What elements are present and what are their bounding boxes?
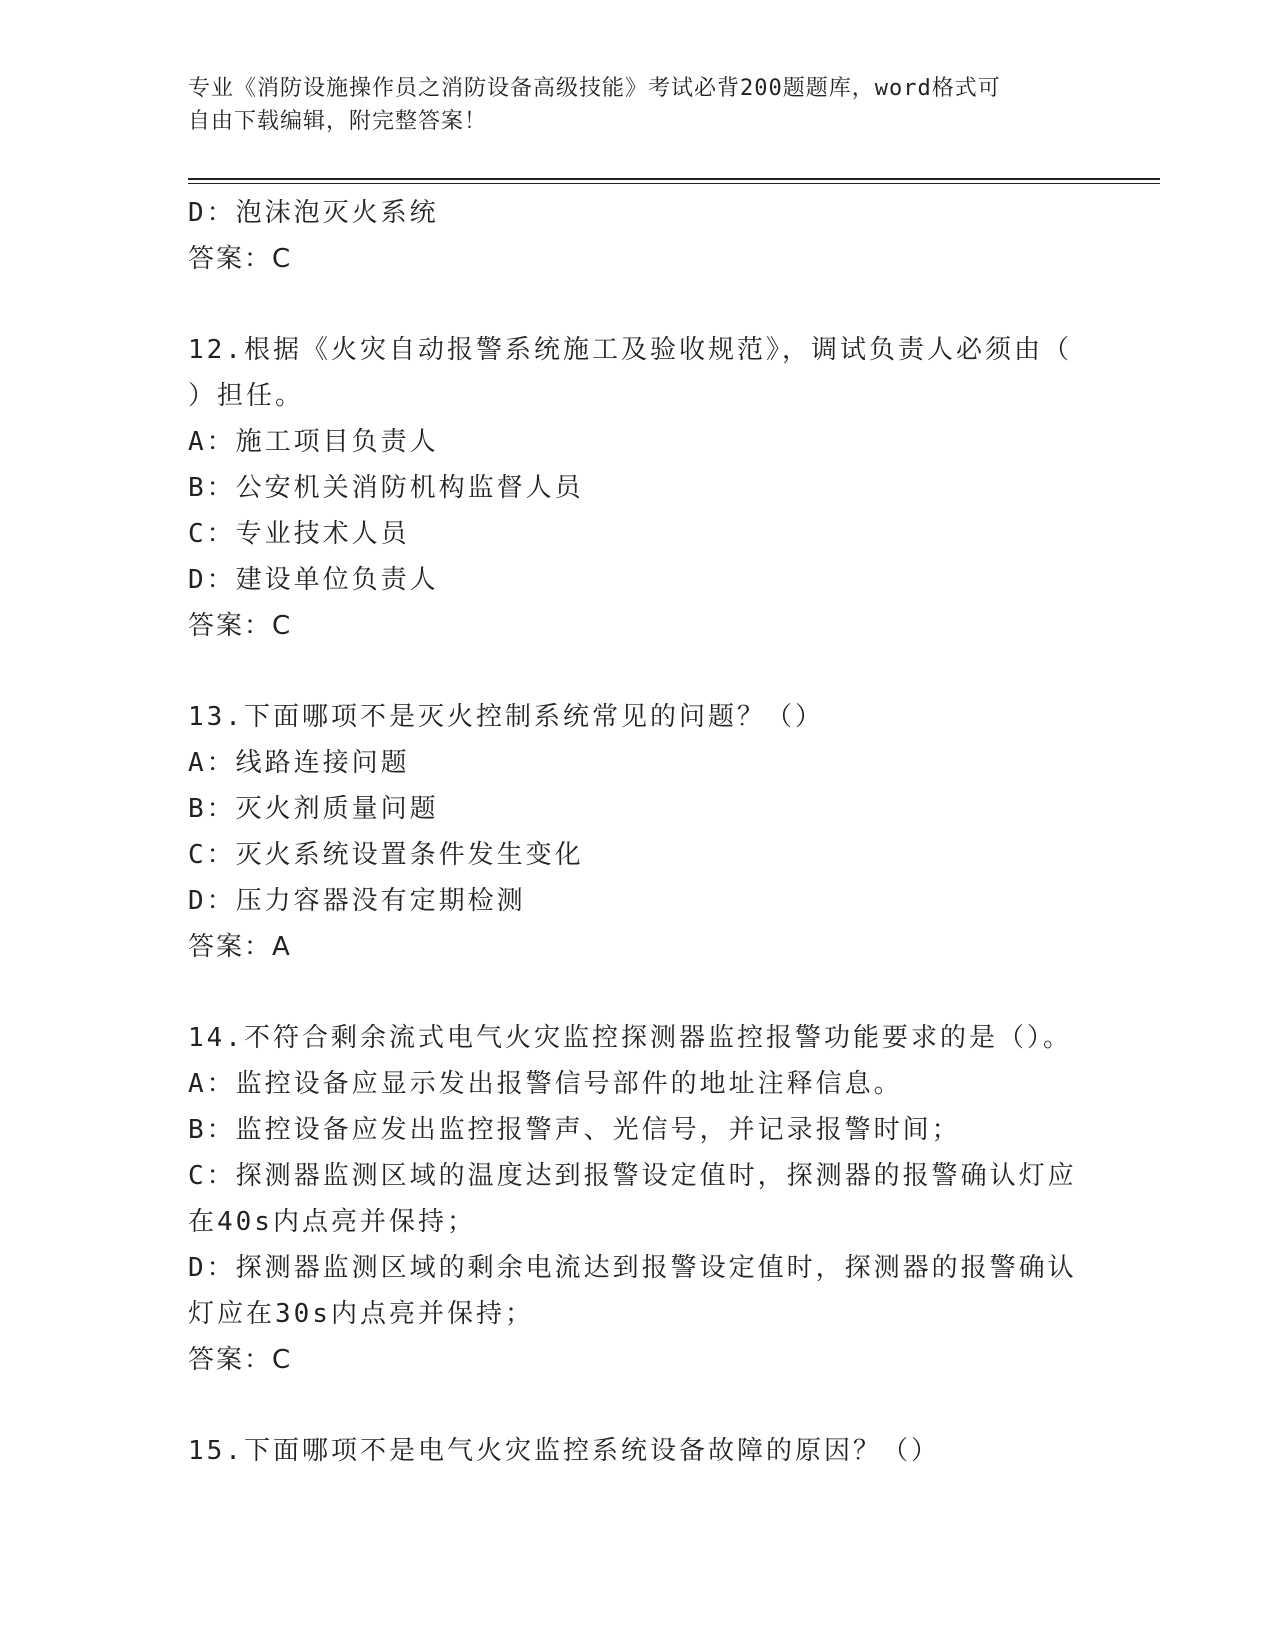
question-15 bbox=[188, 1428, 1088, 1474]
option-a: A：施工项目负责人 bbox=[188, 427, 439, 457]
question-list bbox=[188, 190, 1088, 1474]
option-c: C：专业技术人员 bbox=[188, 519, 410, 549]
option-d: D：探测器监测区域的剩余电流达到报警设定值时，探测器的报警确认 bbox=[188, 1253, 1077, 1283]
option-d: D：泡沫泡灭火系统 bbox=[188, 198, 439, 228]
question-11 bbox=[188, 190, 1088, 282]
question-12 bbox=[188, 327, 1088, 649]
answer: 答案：C bbox=[188, 611, 293, 641]
question-13 bbox=[188, 694, 1088, 970]
option-a: A：线路连接问题 bbox=[188, 748, 410, 778]
option-c: C：灭火系统设置条件发生变化 bbox=[188, 840, 584, 870]
question-stem: 12.根据《火灾自动报警系统施工及验收规范》，调试负责人必须由（ bbox=[188, 335, 1072, 365]
option-c-continued: 在40s内点亮并保持； bbox=[188, 1207, 476, 1237]
header-line-2: 自由下载编辑，附完整答案！ bbox=[188, 109, 488, 134]
question-stem: 14.不符合剩余流式电气火灾监控探测器监控报警功能要求的是（）。 bbox=[188, 1023, 1072, 1053]
option-a: A：监控设备应显示发出报警信号部件的地址注释信息。 bbox=[188, 1069, 903, 1099]
header-divider-thick bbox=[188, 178, 1160, 180]
answer: 答案：C bbox=[188, 1345, 293, 1375]
header-divider-thin bbox=[188, 183, 1160, 184]
answer: 答案：C bbox=[188, 244, 293, 274]
answer: 答案：A bbox=[188, 932, 292, 962]
question-stem-continued: ）担任。 bbox=[188, 381, 305, 411]
option-b: B：公安机关消防机构监督人员 bbox=[188, 473, 584, 503]
question-stem: 15.下面哪项不是电气火灾监控系统设备故障的原因？（） bbox=[188, 1436, 940, 1466]
header-line-1: 专业《消防设施操作员之消防设备高级技能》考试必背200题题库，word格式可 bbox=[188, 76, 1001, 101]
option-b: B：灭火剂质量问题 bbox=[188, 794, 439, 824]
document-header bbox=[188, 72, 1068, 138]
question-stem: 13.下面哪项不是灭火控制系统常见的问题？（） bbox=[188, 702, 824, 732]
option-d: D：建设单位负责人 bbox=[188, 565, 439, 595]
option-c: C：探测器监测区域的温度达到报警设定值时，探测器的报警确认灯应 bbox=[188, 1161, 1077, 1191]
option-d-continued: 灯应在30s内点亮并保持； bbox=[188, 1299, 534, 1329]
option-b: B：监控设备应发出监控报警声、光信号，并记录报警时间； bbox=[188, 1115, 961, 1145]
option-d: D：压力容器没有定期检测 bbox=[188, 886, 526, 916]
question-14 bbox=[188, 1015, 1088, 1383]
